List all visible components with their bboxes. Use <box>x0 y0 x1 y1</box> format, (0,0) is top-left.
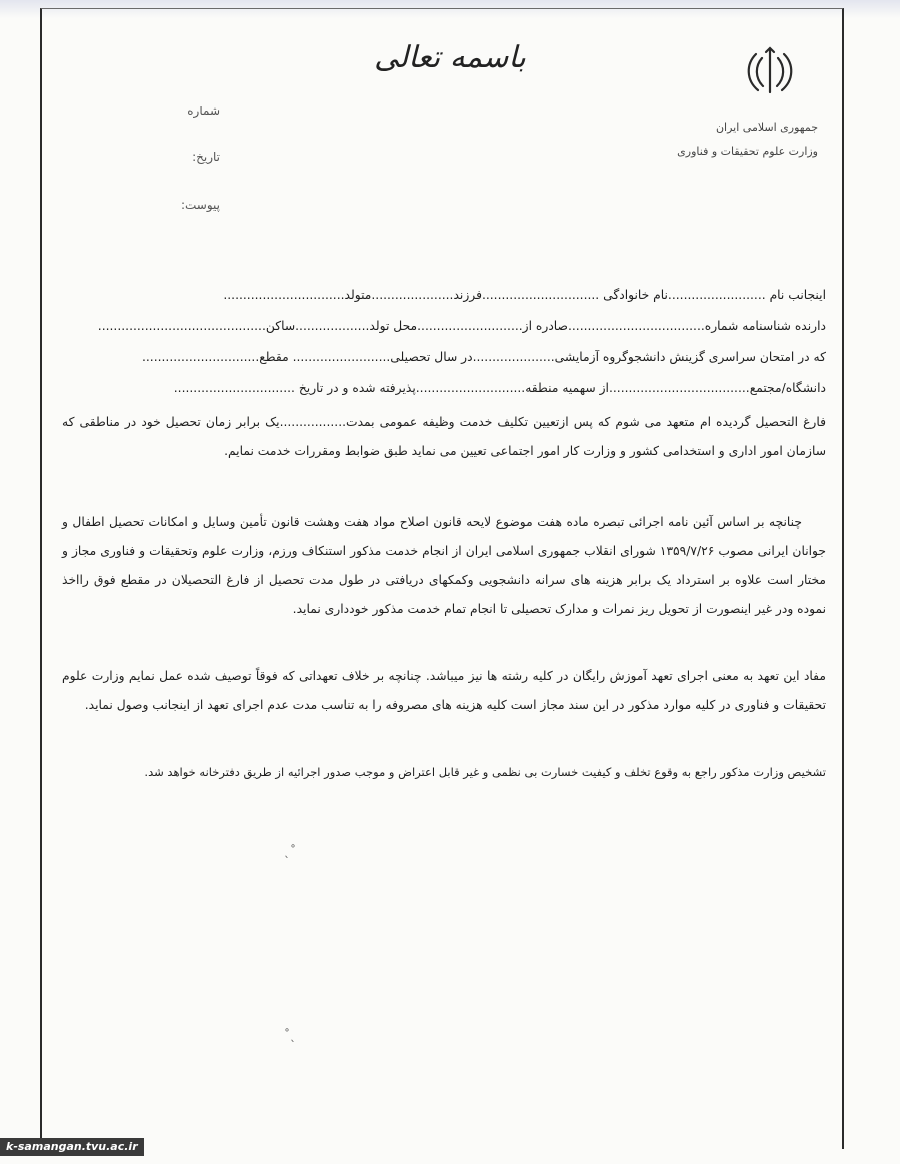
iran-emblem-icon <box>742 42 798 98</box>
scan-speck: ˚ˎ <box>284 1028 296 1042</box>
document-title: باسمه تعالی <box>374 40 526 75</box>
scan-speck: ˎ˚ <box>284 844 296 858</box>
form-line-university: دانشگاه/مجتمع....................................از سهمیه منطقه............................پذیرفته شده و در تاریخ ............................... <box>173 381 826 395</box>
organization-block <box>677 116 818 164</box>
penalty-paragraph: چنانچه بر اساس آئین نامه اجرائی تبصره ماده هفت موضوع لایحه قانون اصلاح مواد هفت وهشت قانون تأمین وسایل و امکانات تحصیل اطفال و جوانان ایرانی مصوب ۱۳۵۹/۷/۲۶ شورای انقلاب جمهوری اسلامی ایران از انجام خدمت مذکور استنکاف ورزم، وزارت علوم وتحقیقات و فناوری مجاز و مختار است علاوه بر استرداد یک برابر هزینه های سرانه دانشجویی وکمکهای دریافتی در طول مدت تحصیل از فارغ التحصیلان در مقطع فوق رااخذ نموده ودر غیر اینصورت از تحویل ریز نمرات و مدارک تحصیلی تا انجام تمام خدمت مذکور خودداری نماید. <box>62 515 826 616</box>
assessment-paragraph: تشخیص وزارت مذکور راجع به وقوع تخلف و کیفیت خسارت بی نظمی و غیر قابل اعتراض و موجب صدور اجرائیه از طریق دفترخانه خواهد شد. <box>144 765 826 779</box>
date-label: تاریخ: <box>192 150 220 164</box>
form-line-id: دارنده شناسنامه شماره...................................صادره از...........................محل تولد...................ساکن........................................... <box>97 319 826 333</box>
commitment-paragraph: فارغ التحصیل گردیده ام متعهد می شوم که پس ازتعیین تکلیف خدمت وظیفه عمومی بمدت.................یک برابر زمان تحصیل خود در مناطقی که سازمان امور اداری و استخدامی کشور و وزارت کار امور اجتماعی تعیین می نماید طبق ضوابط ومقررات خدمت نمایم. <box>62 415 826 458</box>
number-label: شماره <box>187 104 220 118</box>
site-watermark: k-samangan.tvu.ac.ir <box>0 1138 144 1156</box>
org-line-country: جمهوری اسلامی ایران <box>715 121 818 134</box>
form-line-exam: که در امتحان سراسری گزینش دانشجوگروه آزمایشی.....................در سال تحصیلی......................... مقطع.............................. <box>141 350 826 364</box>
org-line-ministry: وزارت علوم تحقیقات و فناوری <box>677 145 818 158</box>
form-line-name: اینجانب نام .........................نام خانوادگی ..............................فرزند.....................متولد............................... <box>223 288 826 302</box>
attachment-label: پیوست: <box>180 198 220 212</box>
scope-paragraph: مفاد این تعهد به معنی اجرای تعهد آموزش رایگان در کلیه رشته ها نیز میباشد. چنانچه بر خلاف تعهداتی که فوقاً توصیف شده عمل نمایم وزارت علوم تحقیقات و فناوری در کلیه موارد مذکور در این سند مجاز است کلیه هزینه های مصروفه را به تناسب مدت عدم اجرای تعهد از اینجانب وصول نماید. <box>62 669 826 712</box>
